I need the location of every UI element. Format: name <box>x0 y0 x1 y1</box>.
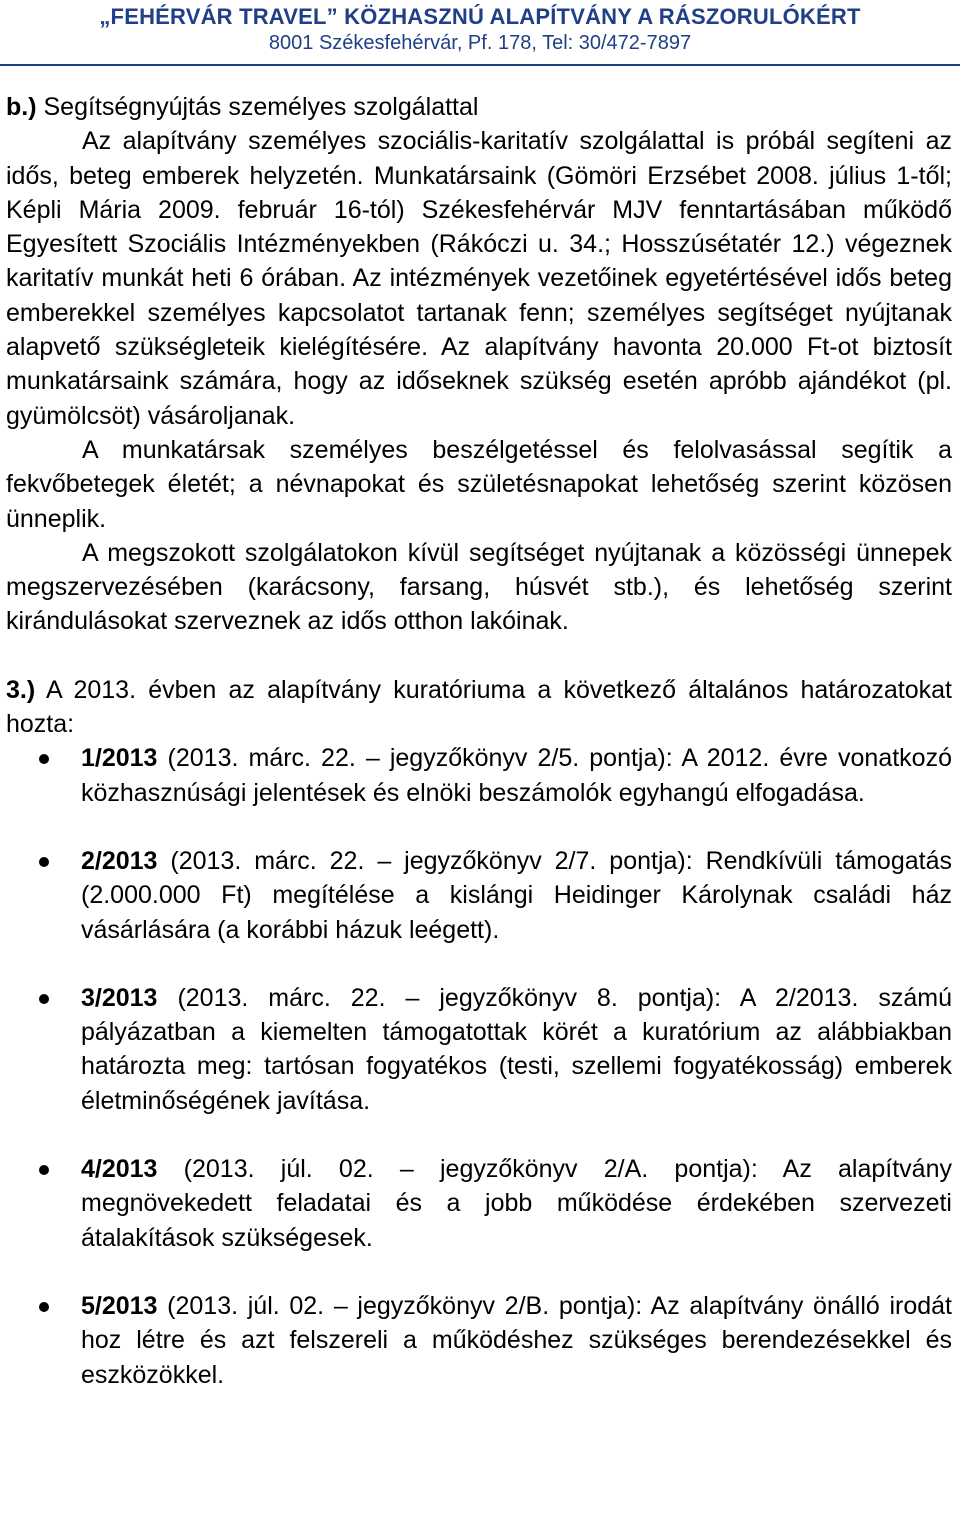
resolution-number: 3/2013 <box>81 983 158 1012</box>
section-3-heading <box>6 673 952 742</box>
resolution-text: (2013. márc. 22. – jegyzőkönyv 8. pontja): A 2/2013. számú pályázatban a kiemelten támogatottak körét a kuratórium az alábbiakban határozta meg: tartósan fogyatékos (testi, szellemi fogyatékosság) emberek életminőségének javítása. <box>81 983 952 1115</box>
section-3-label: 3.) <box>6 675 36 704</box>
organization-name: „FEHÉRVÁR TRAVEL” KÖZHASZNÚ ALAPÍTVÁNY A RÁSZORULÓKÉRT <box>99 4 861 29</box>
section-b-heading <box>6 90 952 124</box>
list-item <box>6 1152 952 1255</box>
list-item <box>6 741 952 810</box>
list-item <box>6 1289 952 1392</box>
bullet-icon <box>39 1165 49 1175</box>
resolution-text: (2013. júl. 02. – jegyzőkönyv 2/B. pontja): Az alapítvány önálló irodát hoz létre és azt felszereli a működéshez szükséges berendezésekkel és eszközökkel. <box>81 1291 952 1389</box>
organization-address: 8001 Székesfehérvár, Pf. 178, Tel: 30/472-7897 <box>268 32 692 54</box>
resolution-number: 2/2013 <box>81 846 158 875</box>
bullet-icon <box>39 857 49 867</box>
section-b-title: Segítségnyújtás személyes szolgálattal <box>36 93 479 121</box>
list-item <box>6 981 952 1118</box>
resolution-text: (2013. márc. 22. – jegyzőkönyv 2/7. pontja): Rendkívüli támogatás (2.000.000 Ft) megítélése a kislángi Heidinger Károlynak családi ház vásárlására (a korábbi házuk leégett). <box>81 846 952 944</box>
letterhead <box>0 0 960 66</box>
section-b-label: b.) <box>6 93 37 121</box>
bullet-icon <box>39 1302 49 1312</box>
section-b-paragraph-2: A munkatársak személyes beszélgetéssel és felolvasással segítik a fekvőbetegek életét; a névnapokat és születésnapokat lehetőség szerint közösen ünneplik. <box>6 435 952 533</box>
resolution-number: 5/2013 <box>81 1291 158 1320</box>
document-body <box>6 90 952 1392</box>
resolution-text: (2013. júl. 02. – jegyzőkönyv 2/A. pontja): Az alapítvány megnövekedett feladatai és a jobb működése érdekében szervezeti átalakítások szükségesek. <box>81 1155 952 1252</box>
section-b-paragraph-1: Az alapítvány személyes szociális-karitatív szolgálattal is próbál segíteni az idős, beteg emberek helyzetén. Munkatársaink (Gömöri Erzsébet 2008. július 1-től; Képli Mária 2009. február 16-tól) Székesfehérvár MJV fenntartásában működő Egyesített Szociális Intézményekben (Rákóczi u. 34.; Hosszúsétatér 12.) végeznek karitatív munkát heti 6 órában. Az intézmények vezetőinek egyetértésével idős beteg emberekkel személyes kapcsolatot tartanak fenn; személyes segítséget nyújtanak alapvető szükségleteik kielégítésére. Az alapítvány havonta 20.000 Ft-ot biztosít munkatársaink számára, hogy az időseknek szükség esetén apróbb ajándékot (pl. gyümölcsöt) vásároljanak. <box>6 127 952 430</box>
section-b-paragraph-3: A megszokott szolgálatokon kívül segítséget nyújtanak a közösségi ünnepek megszervezésében (karácsony, farsang, húsvét stb.), és lehetőség szerint kirándulásokat szerveznek az idős otthon lakóinak. <box>6 538 952 636</box>
bullet-icon <box>39 754 49 764</box>
resolution-number: 4/2013 <box>81 1155 158 1184</box>
bullet-icon <box>39 994 49 1004</box>
resolution-list <box>6 741 952 1391</box>
list-item <box>6 844 952 947</box>
section-3-text: A 2013. évben az alapítvány kuratóriuma a következő általános határozatokat hozta: <box>6 675 952 739</box>
resolution-text: (2013. márc. 22. – jegyzőkönyv 2/5. pontja): A 2012. évre vonatkozó közhasznúsági jelentések és elnöki beszámolók egyhangú elfogadása. <box>81 744 952 807</box>
header-divider <box>0 64 960 66</box>
resolution-number: 1/2013 <box>81 744 158 773</box>
